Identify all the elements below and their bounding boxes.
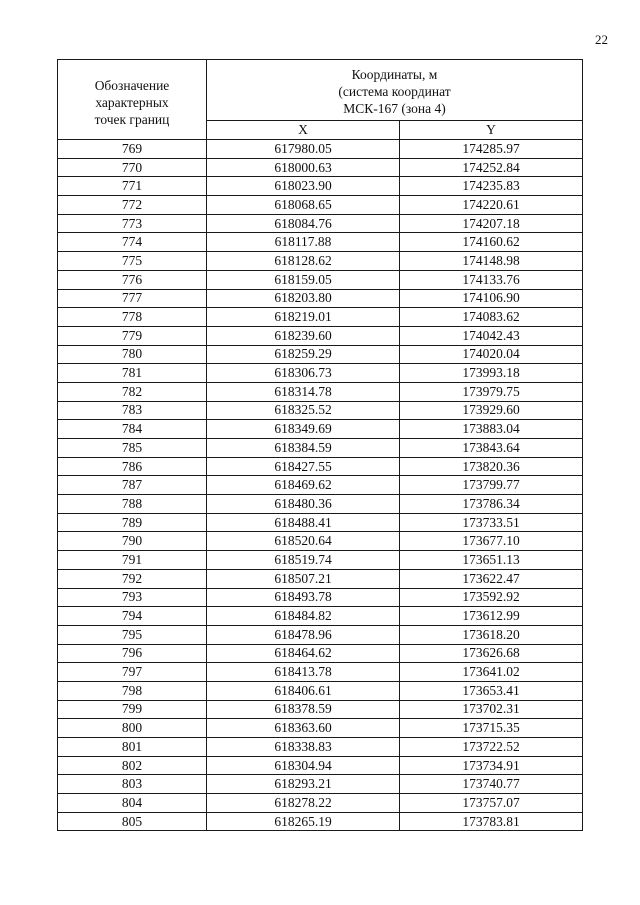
y-coordinate-cell: 173626.68	[400, 644, 583, 663]
point-cell: 798	[58, 681, 207, 700]
y-coordinate-cell: 173677.10	[400, 532, 583, 551]
table-row	[58, 738, 583, 757]
table-row	[58, 532, 583, 551]
point-cell: 775	[58, 252, 207, 271]
x-coordinate-cell: 618304.94	[207, 756, 400, 775]
x-coordinate-cell: 618265.19	[207, 812, 400, 831]
x-coordinate-cell: 618159.05	[207, 270, 400, 289]
table-row	[58, 775, 583, 794]
table-row	[58, 681, 583, 700]
y-coordinate-cell: 173820.36	[400, 457, 583, 476]
table-row	[58, 345, 583, 364]
y-column-header: Y	[400, 121, 583, 140]
y-coordinate-cell: 174083.62	[400, 308, 583, 327]
point-cell: 796	[58, 644, 207, 663]
x-coordinate-cell: 618484.82	[207, 607, 400, 626]
y-coordinate-cell: 173993.18	[400, 364, 583, 383]
point-cell: 789	[58, 513, 207, 532]
y-coordinate-cell: 173612.99	[400, 607, 583, 626]
table-row	[58, 812, 583, 831]
table-row	[58, 756, 583, 775]
x-coordinate-cell: 618219.01	[207, 308, 400, 327]
x-column-header: X	[207, 121, 400, 140]
page-number: 22	[595, 32, 608, 47]
coords-header-line: Координаты, м	[351, 66, 438, 82]
point-cell: 776	[58, 270, 207, 289]
coordinates-table	[57, 59, 583, 831]
x-coordinate-cell: 618493.78	[207, 588, 400, 607]
table-row	[58, 420, 583, 439]
y-coordinate-cell: 173734.91	[400, 756, 583, 775]
y-coordinate-cell: 173757.07	[400, 794, 583, 813]
point-cell: 784	[58, 420, 207, 439]
y-coordinate-cell: 173715.35	[400, 719, 583, 738]
x-coordinate-cell: 618068.65	[207, 196, 400, 215]
x-coordinate-cell: 618293.21	[207, 775, 400, 794]
y-coordinate-cell: 174252.84	[400, 158, 583, 177]
point-cell: 783	[58, 401, 207, 420]
table-row	[58, 401, 583, 420]
point-cell: 804	[58, 794, 207, 813]
point-cell: 774	[58, 233, 207, 252]
x-coordinate-cell: 618278.22	[207, 794, 400, 813]
x-coordinate-cell: 618427.55	[207, 457, 400, 476]
point-cell: 772	[58, 196, 207, 215]
table-row	[58, 551, 583, 570]
table-row	[58, 625, 583, 644]
point-cell: 803	[58, 775, 207, 794]
coords-header-line: МСК-167 (зона 4)	[343, 100, 446, 116]
table-row	[58, 495, 583, 514]
table-row	[58, 177, 583, 196]
x-coordinate-cell: 618464.62	[207, 644, 400, 663]
table-body	[58, 140, 583, 831]
table-row	[58, 308, 583, 327]
table-row	[58, 663, 583, 682]
table-row	[58, 513, 583, 532]
point-cell: 793	[58, 588, 207, 607]
table-row	[58, 364, 583, 383]
x-coordinate-cell: 618128.62	[207, 252, 400, 271]
table-row	[58, 569, 583, 588]
x-coordinate-cell: 618203.80	[207, 289, 400, 308]
point-cell: 769	[58, 140, 207, 159]
point-cell: 777	[58, 289, 207, 308]
x-coordinate-cell: 618325.52	[207, 401, 400, 420]
x-coordinate-cell: 618488.41	[207, 513, 400, 532]
y-coordinate-cell: 173883.04	[400, 420, 583, 439]
x-coordinate-cell: 618314.78	[207, 382, 400, 401]
point-cell: 786	[58, 457, 207, 476]
point-cell: 788	[58, 495, 207, 514]
y-coordinate-cell: 173618.20	[400, 625, 583, 644]
table-row	[58, 794, 583, 813]
x-coordinate-cell: 617980.05	[207, 140, 400, 159]
point-designation-header	[58, 60, 207, 140]
point-cell: 782	[58, 382, 207, 401]
y-coordinate-cell: 174285.97	[400, 140, 583, 159]
x-coordinate-cell: 618507.21	[207, 569, 400, 588]
point-cell: 794	[58, 607, 207, 626]
point-cell: 797	[58, 663, 207, 682]
table-row	[58, 289, 583, 308]
x-coordinate-cell: 618520.64	[207, 532, 400, 551]
table-row	[58, 252, 583, 271]
y-coordinate-cell: 174220.61	[400, 196, 583, 215]
point-cell: 780	[58, 345, 207, 364]
y-coordinate-cell: 174133.76	[400, 270, 583, 289]
x-coordinate-cell: 618084.76	[207, 214, 400, 233]
coords-header-line: (система координат	[338, 83, 451, 99]
y-coordinate-cell: 173592.92	[400, 588, 583, 607]
table-row	[58, 644, 583, 663]
table-row	[58, 270, 583, 289]
y-coordinate-cell: 173799.77	[400, 476, 583, 495]
point-header-line: точек границ	[94, 112, 170, 127]
x-coordinate-cell: 618519.74	[207, 551, 400, 570]
header-row-main	[58, 60, 583, 121]
y-coordinate-cell: 173786.34	[400, 495, 583, 514]
table-row	[58, 700, 583, 719]
x-coordinate-cell: 618378.59	[207, 700, 400, 719]
point-cell: 771	[58, 177, 207, 196]
table-row	[58, 457, 583, 476]
y-coordinate-cell: 173733.51	[400, 513, 583, 532]
x-coordinate-cell: 618000.63	[207, 158, 400, 177]
y-coordinate-cell: 173651.13	[400, 551, 583, 570]
point-header-line: характерных	[95, 95, 169, 110]
point-cell: 773	[58, 214, 207, 233]
y-coordinate-cell: 173783.81	[400, 812, 583, 831]
x-coordinate-cell: 618480.36	[207, 495, 400, 514]
x-coordinate-cell: 618023.90	[207, 177, 400, 196]
table-row	[58, 607, 583, 626]
table-row	[58, 382, 583, 401]
y-coordinate-cell: 174148.98	[400, 252, 583, 271]
point-cell: 795	[58, 625, 207, 644]
table-row	[58, 476, 583, 495]
y-coordinate-cell: 173622.47	[400, 569, 583, 588]
point-cell: 805	[58, 812, 207, 831]
y-coordinate-cell: 173979.75	[400, 382, 583, 401]
point-cell: 799	[58, 700, 207, 719]
table-row	[58, 196, 583, 215]
x-coordinate-cell: 618259.29	[207, 345, 400, 364]
table-row	[58, 214, 583, 233]
x-coordinate-cell: 618117.88	[207, 233, 400, 252]
x-coordinate-cell: 618363.60	[207, 719, 400, 738]
y-coordinate-cell: 174235.83	[400, 177, 583, 196]
table-row	[58, 588, 583, 607]
point-cell: 800	[58, 719, 207, 738]
point-cell: 779	[58, 326, 207, 345]
point-cell: 801	[58, 738, 207, 757]
x-coordinate-cell: 618384.59	[207, 439, 400, 458]
x-coordinate-cell: 618406.61	[207, 681, 400, 700]
point-cell: 770	[58, 158, 207, 177]
point-cell: 778	[58, 308, 207, 327]
table-header	[58, 60, 583, 140]
table-row	[58, 158, 583, 177]
y-coordinate-cell: 174020.04	[400, 345, 583, 364]
y-coordinate-cell: 174160.62	[400, 233, 583, 252]
y-coordinate-cell: 173929.60	[400, 401, 583, 420]
x-coordinate-cell: 618306.73	[207, 364, 400, 383]
point-cell: 787	[58, 476, 207, 495]
y-coordinate-cell: 173641.02	[400, 663, 583, 682]
coordinates-header	[207, 60, 583, 121]
table-row	[58, 233, 583, 252]
y-coordinate-cell: 173653.41	[400, 681, 583, 700]
y-coordinate-cell: 173740.77	[400, 775, 583, 794]
y-coordinate-cell: 174042.43	[400, 326, 583, 345]
y-coordinate-cell: 174106.90	[400, 289, 583, 308]
y-coordinate-cell: 173702.31	[400, 700, 583, 719]
point-header-line: Обозначение	[94, 78, 170, 93]
table-row	[58, 326, 583, 345]
point-cell: 781	[58, 364, 207, 383]
x-coordinate-cell: 618239.60	[207, 326, 400, 345]
y-coordinate-cell: 173843.64	[400, 439, 583, 458]
point-cell: 792	[58, 569, 207, 588]
point-cell: 785	[58, 439, 207, 458]
table-row	[58, 719, 583, 738]
table-row	[58, 140, 583, 159]
table-row	[58, 439, 583, 458]
x-coordinate-cell: 618469.62	[207, 476, 400, 495]
x-coordinate-cell: 618478.96	[207, 625, 400, 644]
y-coordinate-cell: 174207.18	[400, 214, 583, 233]
y-coordinate-cell: 173722.52	[400, 738, 583, 757]
point-cell: 790	[58, 532, 207, 551]
x-coordinate-cell: 618413.78	[207, 663, 400, 682]
x-coordinate-cell: 618338.83	[207, 738, 400, 757]
point-cell: 802	[58, 756, 207, 775]
x-coordinate-cell: 618349.69	[207, 420, 400, 439]
point-cell: 791	[58, 551, 207, 570]
